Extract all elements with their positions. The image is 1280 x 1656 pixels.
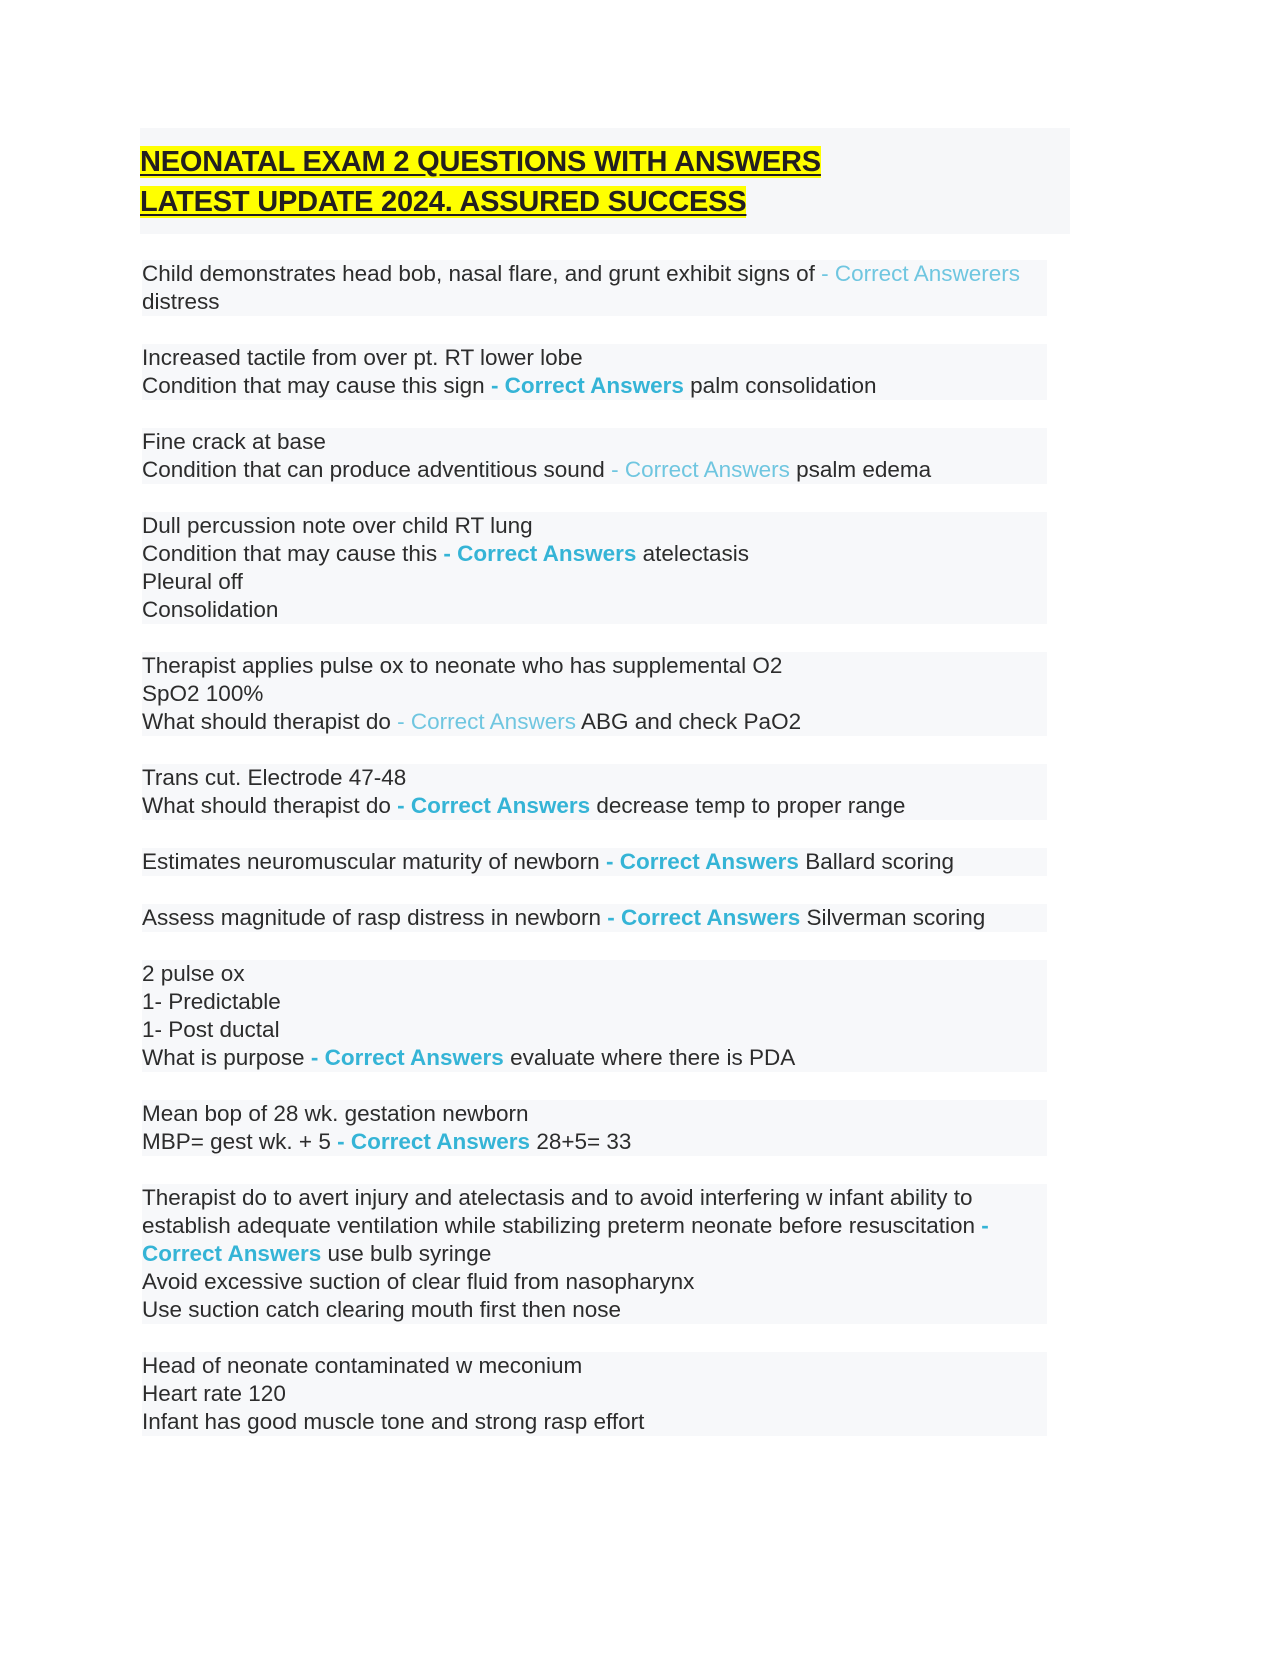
qa-line [142, 596, 1047, 624]
qa-line [142, 680, 1047, 708]
qa-text: What should therapist do [142, 793, 398, 819]
qa-text: Heart rate 120 [142, 1381, 286, 1407]
qa-line [142, 1352, 1047, 1380]
qa-text: Dull percussion note over child RT lung [142, 513, 533, 539]
qa-text: Condition that may cause this sign [142, 373, 491, 399]
qa-text: Condition that may cause this [142, 541, 444, 567]
qa-text: MBP= gest wk. + 5 [142, 1129, 338, 1155]
qa-text: Assess magnitude of rasp distress in newborn [142, 905, 608, 931]
qa-line [142, 260, 1047, 316]
qa-text: Therapist do to avert injury and atelectasis and to avoid interfering w infant ability to establish adequate ventilation while stabilizing preterm neonate before resuscitation [142, 1185, 982, 1239]
correct-answer-label: - Correct Answers [337, 1129, 531, 1155]
qa-text: Child demonstrates head bob, nasal flare, and grunt exhibit signs of [142, 261, 822, 287]
qa-text: 28+5= 33 [530, 1129, 632, 1155]
qa-text: evaluate where there is PDA [503, 1045, 796, 1071]
qa-text: psalm edema [789, 457, 932, 483]
qa-text: What is purpose [142, 1045, 311, 1071]
correct-answer-label: - Correct Answers [611, 457, 790, 483]
qa-line [142, 344, 1047, 372]
qa-text: 2 pulse ox [142, 961, 245, 987]
qa-line [142, 988, 1047, 1016]
qa-text: Silverman scoring [800, 905, 986, 931]
qa-text: Use suction catch clearing mouth first then nose [142, 1297, 621, 1323]
document-title-text-1: NEONATAL EXAM 2 QUESTIONS WITH ANSWERS [140, 146, 821, 178]
document-body [142, 260, 1140, 1436]
correct-answer-label: - Correct Answers [397, 793, 591, 819]
qa-line [142, 512, 1047, 540]
qa-line [142, 1408, 1047, 1436]
qa-line [142, 372, 1047, 400]
qa-text: Avoid excessive suction of clear fluid from nasopharynx [142, 1269, 695, 1295]
qa-line [142, 1016, 1047, 1044]
qa-text: Ballard scoring [798, 849, 955, 875]
qa-text: palm consolidation [683, 373, 877, 399]
qa-block [142, 904, 1140, 932]
document-title-block [140, 128, 1070, 234]
qa-block [142, 764, 1140, 820]
qa-line [142, 1296, 1047, 1324]
qa-block [142, 1184, 1140, 1324]
qa-block [142, 848, 1140, 876]
qa-line [142, 652, 1047, 680]
qa-text: SpO2 100% [142, 681, 264, 707]
document-title-text-2: LATEST UPDATE 2024. ASSURED SUCCESS [140, 186, 747, 219]
document-title-line-2 [140, 182, 1070, 222]
qa-text: Pleural off [142, 569, 243, 595]
correct-answer-label: - Correct Answers [397, 709, 576, 735]
qa-text: Infant has good muscle tone and strong rasp effort [142, 1409, 645, 1435]
qa-text: What should therapist do [142, 709, 398, 735]
qa-text: Condition that can produce adventitious sound [142, 457, 612, 483]
qa-text: Trans cut. Electrode 47-48 [142, 765, 407, 791]
correct-answer-label: - Correct Answers [605, 849, 799, 875]
qa-line [142, 1268, 1047, 1296]
qa-line [142, 428, 1047, 456]
qa-line [142, 764, 1047, 792]
qa-line [142, 904, 1047, 932]
qa-line [142, 1184, 1047, 1268]
qa-text: atelectasis [636, 541, 749, 567]
correct-answer-label: - Correct Answers [607, 905, 801, 931]
qa-text: decrease temp to proper range [590, 793, 906, 819]
qa-text: Fine crack at base [142, 429, 326, 455]
qa-line [142, 792, 1047, 820]
qa-block [142, 1100, 1140, 1156]
qa-text: Therapist applies pulse ox to neonate who has supplemental O2 [142, 653, 783, 679]
correct-answer-label: - Correct Answers [443, 541, 637, 567]
qa-text: Consolidation [142, 597, 279, 623]
qa-line [142, 1128, 1047, 1156]
qa-text: 1- Predictable [142, 989, 281, 1015]
qa-text: use bulb syringe [321, 1241, 492, 1267]
qa-text: distress [142, 289, 220, 315]
correct-answer-label: - Correct Answers [142, 1213, 989, 1267]
qa-text: Estimates neuromuscular maturity of newborn [142, 849, 606, 875]
qa-block [142, 344, 1140, 400]
qa-block [142, 428, 1140, 484]
qa-block [142, 512, 1140, 624]
qa-line [142, 1044, 1047, 1072]
qa-line [142, 708, 1047, 736]
qa-line [142, 568, 1047, 596]
qa-line [142, 1380, 1047, 1408]
correct-answer-label: - Correct Answers [310, 1045, 504, 1071]
qa-block [142, 652, 1140, 736]
qa-line [142, 456, 1047, 484]
qa-text: Increased tactile from over pt. RT lower lobe [142, 345, 583, 371]
qa-text: 1- Post ductal [142, 1017, 280, 1043]
qa-block [142, 260, 1140, 316]
qa-text: Mean bop of 28 wk. gestation newborn [142, 1101, 529, 1127]
document-title-line-1 [140, 142, 1070, 182]
qa-line [142, 960, 1047, 988]
qa-line [142, 1100, 1047, 1128]
qa-block [142, 1352, 1140, 1436]
qa-text: Head of neonate contaminated w meconium [142, 1353, 583, 1379]
qa-text: ABG and check PaO2 [575, 709, 802, 735]
qa-line [142, 848, 1047, 876]
qa-line [142, 540, 1047, 568]
correct-answer-label: - Correct Answers [490, 373, 684, 399]
qa-block [142, 960, 1140, 1072]
correct-answer-label: - Correct Answerers [821, 261, 1020, 287]
